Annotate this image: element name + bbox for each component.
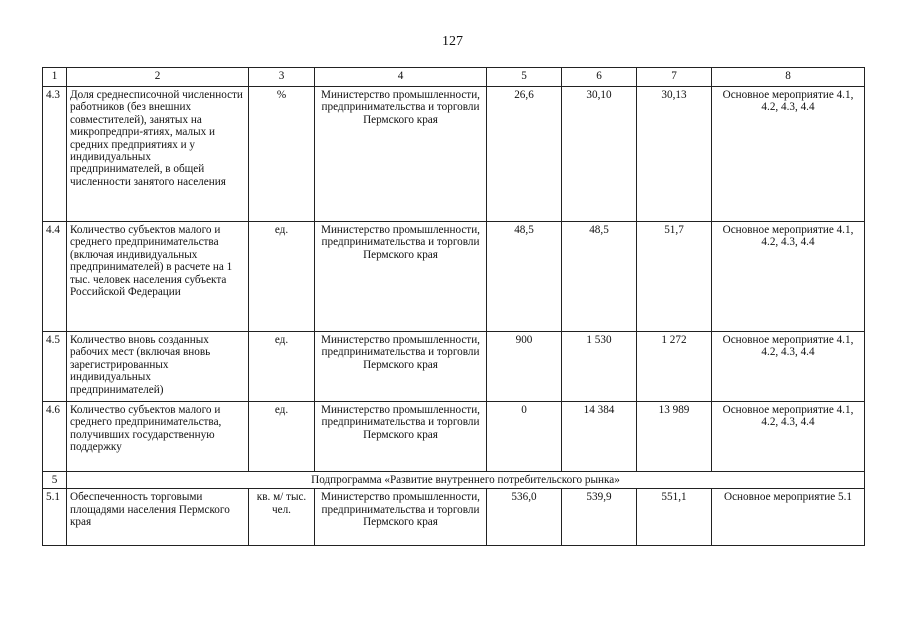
main-event: Основное мероприятие 4.1, 4.2, 4.3, 4.4 [712,87,865,222]
header-col-4: 4 [315,68,487,87]
value-col-6: 14 384 [562,402,637,472]
indicator-name: Количество субъектов малого и среднего предпринимательства, получивших государственную поддержку [67,402,249,472]
main-event: Основное мероприятие 5.1 [712,489,865,546]
main-event: Основное мероприятие 4.1, 4.2, 4.3, 4.4 [712,402,865,472]
table-row [43,87,865,222]
responsible-ministry: Министерство промышленности, предпринимательства и торговли Пермского края [315,332,487,402]
header-col-7: 7 [637,68,712,87]
page-number: 127 [442,34,463,49]
indicator-name: Количество вновь созданных рабочих мест (включая вновь зарегистрированных индивидуальных предпринимателей) [67,332,249,402]
value-col-7: 1 272 [637,332,712,402]
header-col-3: 3 [249,68,315,87]
responsible-ministry: Министерство промышленности, предпринимательства и торговли Пермского края [315,87,487,222]
value-col-6: 48,5 [562,222,637,332]
value-col-7: 13 989 [637,402,712,472]
responsible-ministry: Министерство промышленности, предпринимательства и торговли Пермского края [315,489,487,546]
subprogram-row [43,472,865,489]
responsible-ministry: Министерство промышленности, предпринимательства и торговли Пермского края [315,222,487,332]
header-row [43,68,865,87]
value-col-7: 551,1 [637,489,712,546]
indicator-name: Доля среднесписочной численности работников (без внешних совместителей), занятых на микропредпри-ятиях, малых и средних предприятиях и у индивидуальных предпринимателей, в общей численности занятого населения [67,87,249,222]
subprogram-number: 5 [43,472,67,489]
value-col-7: 30,13 [637,87,712,222]
header-col-5: 5 [487,68,562,87]
value-col-6: 30,10 [562,87,637,222]
row-number: 4.4 [43,222,67,332]
table-row [43,402,865,472]
header-col-1: 1 [43,68,67,87]
row-number: 5.1 [43,489,67,546]
value-col-6: 1 530 [562,332,637,402]
unit: % [249,87,315,222]
row-number: 4.5 [43,332,67,402]
main-event: Основное мероприятие 4.1, 4.2, 4.3, 4.4 [712,332,865,402]
value-col-5: 48,5 [487,222,562,332]
table-row [43,222,865,332]
header-col-6: 6 [562,68,637,87]
subprogram-title: Подпрограмма «Развитие внутреннего потребительского рынка» [67,472,865,489]
unit: ед. [249,402,315,472]
row-number: 4.3 [43,87,67,222]
header-col-8: 8 [712,68,865,87]
value-col-7: 51,7 [637,222,712,332]
value-col-6: 539,9 [562,489,637,546]
unit: кв. м/ тыс. чел. [249,489,315,546]
value-col-5: 26,6 [487,87,562,222]
value-col-5: 0 [487,402,562,472]
indicator-name: Обеспеченность торговыми площадями населения Пермского края [67,489,249,546]
value-col-5: 900 [487,332,562,402]
responsible-ministry: Министерство промышленности, предпринимательства и торговли Пермского края [315,402,487,472]
row-number: 4.6 [43,402,67,472]
unit: ед. [249,222,315,332]
header-col-2: 2 [67,68,249,87]
indicators-table [42,67,865,546]
value-col-5: 536,0 [487,489,562,546]
main-event: Основное мероприятие 4.1, 4.2, 4.3, 4.4 [712,222,865,332]
table-row [43,489,865,546]
indicator-name: Количество субъектов малого и среднего предпринимательства (включая индивидуальных предпринимателей) в расчете на 1 тыс. человек населения субъекта Российской Федерации [67,222,249,332]
unit: ед. [249,332,315,402]
table-row [43,332,865,402]
